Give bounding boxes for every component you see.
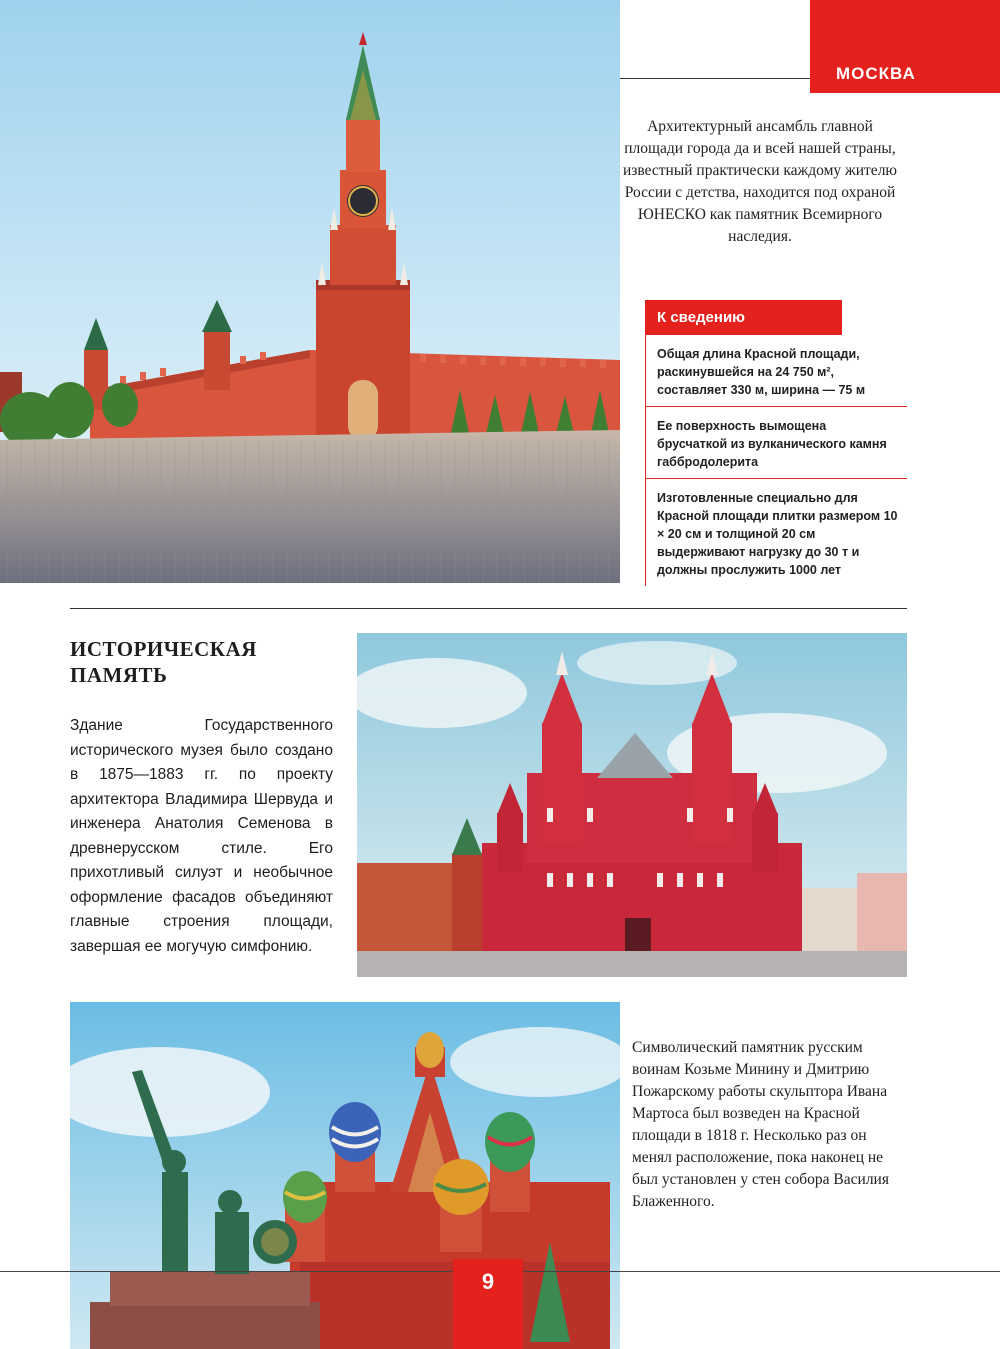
info-item: Изготовленные специально для Красной площади плитки размером 10 × 20 см и толщиной 20 см выдерживают нагрузку до 30 т и должны прослужить 1000 лет: [657, 491, 898, 577]
page-number: 9: [481, 1269, 495, 1294]
info-box: [645, 300, 907, 586]
page-number-badge: [453, 1259, 523, 1349]
intro-paragraph: Архитектурный ансамбль главной площади города да и всей нашей страны, известный практически каждому жителю России с детства, находится под охраной ЮНЕСКО как памятник Всемирного наследия.: [622, 118, 898, 245]
spasskaya-tower-photo: [0, 0, 620, 583]
historical-museum-photo: [357, 633, 907, 977]
section-heading: ИСТОРИЧЕСКАЯ ПАМЯТЬ: [70, 637, 257, 687]
info-box-title: К сведению: [645, 300, 842, 335]
info-item: Общая длина Красной площади, раскинувшейся на 24 750 м², составляет 330 м, ширина — 75 м: [646, 335, 907, 407]
minin-pozharsky-monument-photo: [70, 1002, 620, 1349]
monument-paragraph: Символический памятник русским воинам Козьме Минину и Дмитрию Пожарскому работы скульптора Ивана Мартоса был возведен на Красной площади в 1818 г. Несколько раз он менял расположение, пока наконец не был установлен у стен собора Василия Блаженного.: [632, 1039, 889, 1210]
section-tag: [810, 0, 1000, 93]
header-rule: [620, 78, 810, 79]
info-item: Ее поверхность вымощена брусчаткой из вулканического камня габбродолерита: [646, 407, 907, 479]
section-tag-label: МОСКВА: [836, 64, 916, 83]
section-divider: [70, 608, 907, 609]
info-list: [645, 335, 907, 586]
history-paragraph: Здание Государственного исторического музея было создано в 1875—1883 гг. по проекту архитектора Владимира Шервуда и инженера Анатолия Семенова в древнерусском стиле. Его прихотливый силуэт и необычное оформление фасадов объединяют главные строения площади, завершая ее могучую симфонию.: [70, 717, 333, 955]
